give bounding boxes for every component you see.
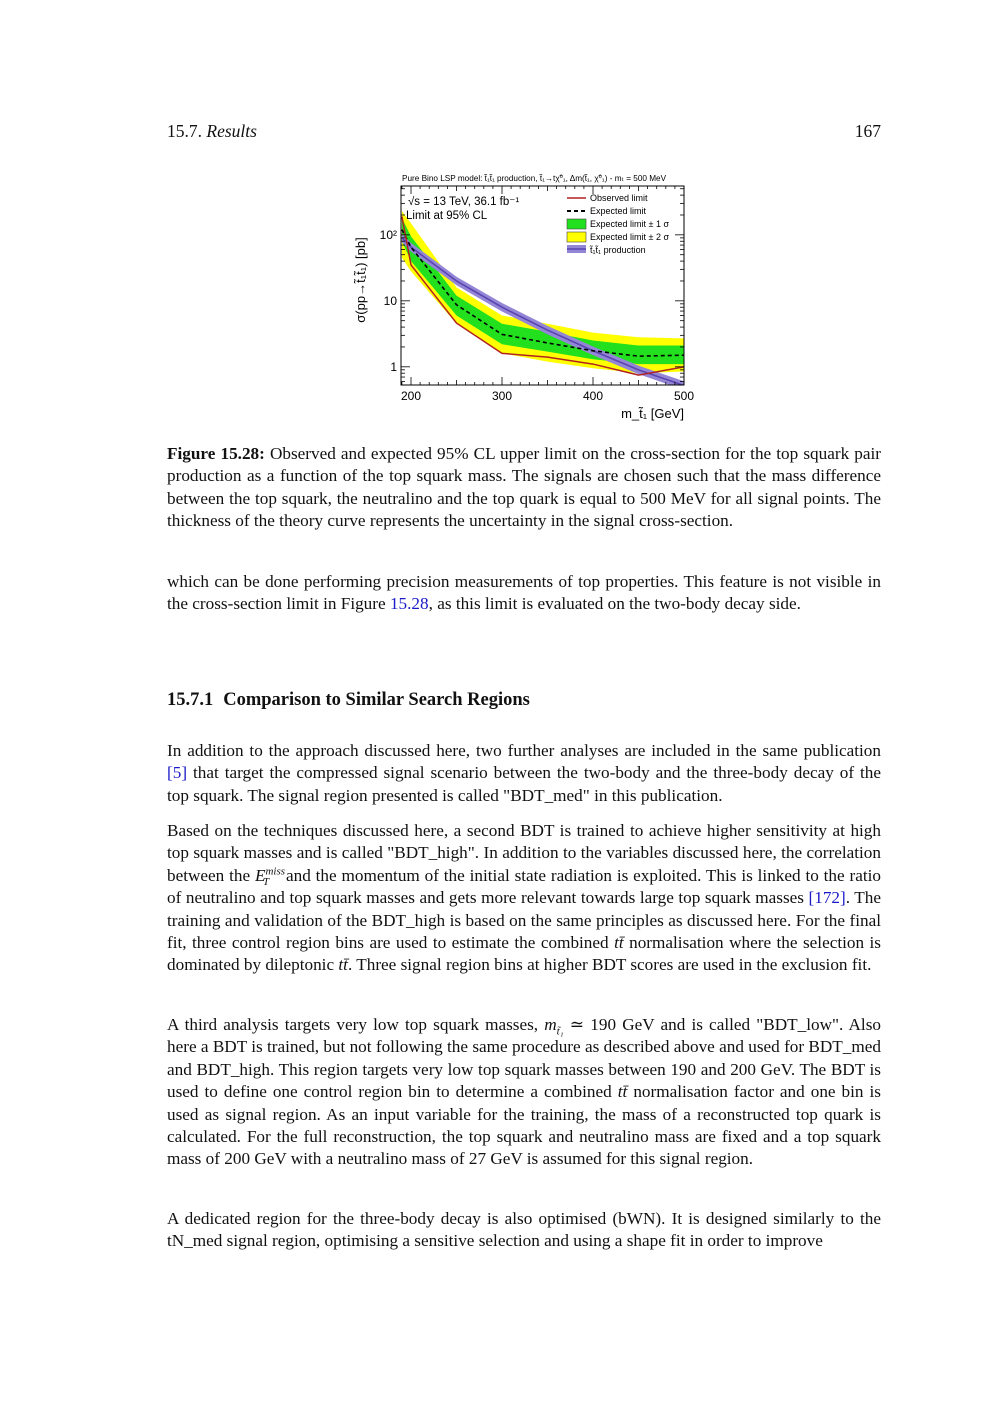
legend-1sigma-swatch — [567, 219, 586, 229]
plot-title: Pure Bino LSP model: t̃₁t̃₁ production, t̃₁→tχ̃⁰₁, Δm(t̃₁, χ̃⁰₁) - mₜ = 500 MeV — [402, 174, 667, 183]
caption-text: Observed and expected 95% CL upper limit on the cross-section for the top squark pair production as a function of the top squark mass. The signals are chosen such that the mass difference between the top squark, the neutralino and the top quark is equal to 500 MeV for all signal points. The thickness of the theory curve represents the uncertainty in the signal cross-section. — [167, 444, 881, 531]
legend-expected-label: Expected limit — [590, 206, 647, 216]
running-header-section: 15.7. Results — [167, 121, 257, 141]
figure-15-28 — [348, 168, 704, 428]
legend-2sigma-label: Expected limit ± 2 σ — [590, 232, 670, 242]
section-heading — [167, 690, 530, 711]
text: In addition to the approach discussed here, two further analyses are included in the same publication — [167, 741, 881, 760]
limit-plot — [348, 168, 704, 428]
page-number: 167 — [854, 121, 881, 141]
ttbar-symbol: tt̄ — [338, 955, 348, 975]
stop-mass-symbol: $m_{t̃_1}$ — [544, 1015, 564, 1038]
text: . Three signal region bins at higher BDT scores are used in the exclusion fit. — [347, 955, 872, 975]
figure-link-15-28[interactable]: 15.28 — [389, 594, 429, 614]
legend-1sigma-label: Expected limit ± 1 σ — [590, 219, 670, 229]
text: . The training and validation of the BDT_high is based on the same principles as discussed here. For the final fit, three control region bins are used to estimate the combined — [167, 888, 881, 953]
text: normalisation factor and one bin is used as signal region. As an input variable for the training, the mass of a reconstructed top quark is calculated. For the full reconstruction, the top squark and neutralino mass are fixed and a top squark mass of 200 GeV with a neutralino mass of 27 GeV is assumed for this signal region. — [167, 1082, 881, 1169]
paragraph-2 — [167, 820, 881, 977]
text: ≃ 190 GeV and is called "BDT_low". Also here a BDT is trained, but not following the same procedure as described above and used for BDT_med and BDT_high. This region targets very low top squark masses between 190 and 200 GeV. The BDT is used to define one control region bin to determine a combined — [167, 1015, 881, 1102]
y-tick-label: 10² — [379, 227, 397, 242]
citation-5[interactable]: [5] — [167, 763, 188, 783]
text: which can be done performing precision measurements of top properties. This feature is not visible in the cross-section limit in Figure — [167, 572, 881, 614]
caption-label: Figure 15.28: — [167, 444, 265, 463]
legend-2sigma-swatch — [567, 232, 586, 242]
x-tick-label: 500 — [673, 389, 695, 403]
text: normalisation where the selection is dominated by dileptonic — [167, 933, 881, 975]
paragraph-intro — [167, 571, 881, 616]
text: that target the compressed signal scenario between the two-body and the three-body decay of the top squark. The signal region presented is called "BDT_med" in this publication. — [167, 763, 881, 805]
x-tick-label: 300 — [491, 389, 513, 403]
y-axis-label: σ(pp→t̃₁t̃₁) [pb] — [353, 237, 368, 323]
ttbar-symbol: tt̄ — [614, 933, 624, 953]
section-number: 15.7.1 — [167, 690, 214, 710]
paragraph-1 — [167, 740, 881, 807]
legend — [567, 193, 669, 255]
met-symbol: $E^{miss}_T$ — [254, 865, 286, 889]
running-header — [167, 121, 881, 145]
legend-observed-label: Observed limit — [590, 193, 648, 203]
text: A dedicated region for the three-body decay is also optimised (bWN). It is designed similarly to the tN_med signal region, optimising a sensitive selection and using a shape fit in order to improve — [167, 1209, 881, 1251]
ttbar-symbol: tt̄ — [617, 1082, 628, 1102]
text: A third analysis targets very low top squark masses, — [167, 1015, 545, 1034]
x-tick-label: 200 — [400, 389, 422, 403]
citation-172[interactable]: [172] — [808, 888, 846, 908]
section-title: Comparison to Similar Search Regions — [223, 690, 530, 710]
text: Based on the techniques discussed here, a second BDT is trained to achieve higher sensitivity at high top squark masses and is called "BDT_high". In addition to the variables discussed here, the correlation between the — [167, 821, 881, 885]
figure-caption — [167, 443, 881, 533]
energy-label: √s = 13 TeV, 36.1 fb⁻¹ — [408, 196, 520, 208]
paragraph-4 — [167, 1208, 881, 1253]
y-tick-label: 1 — [390, 359, 397, 374]
paragraph-3 — [167, 1014, 881, 1171]
x-tick-label: 400 — [582, 389, 604, 403]
x-axis-label: m_t̃₁ [GeV] — [621, 406, 684, 421]
text: , as this limit is evaluated on the two-body decay side. — [428, 594, 801, 614]
y-tick-label: 10 — [383, 293, 397, 308]
cl-label: Limit at 95% CL — [406, 210, 488, 222]
text: and the momentum of the initial state radiation is exploited. This is linked to the ratio of neutralino and top squark masses and gets more relevant towards large top squark masses — [167, 865, 881, 908]
legend-theory-label: t̃₁t̃₁ production — [590, 245, 646, 255]
